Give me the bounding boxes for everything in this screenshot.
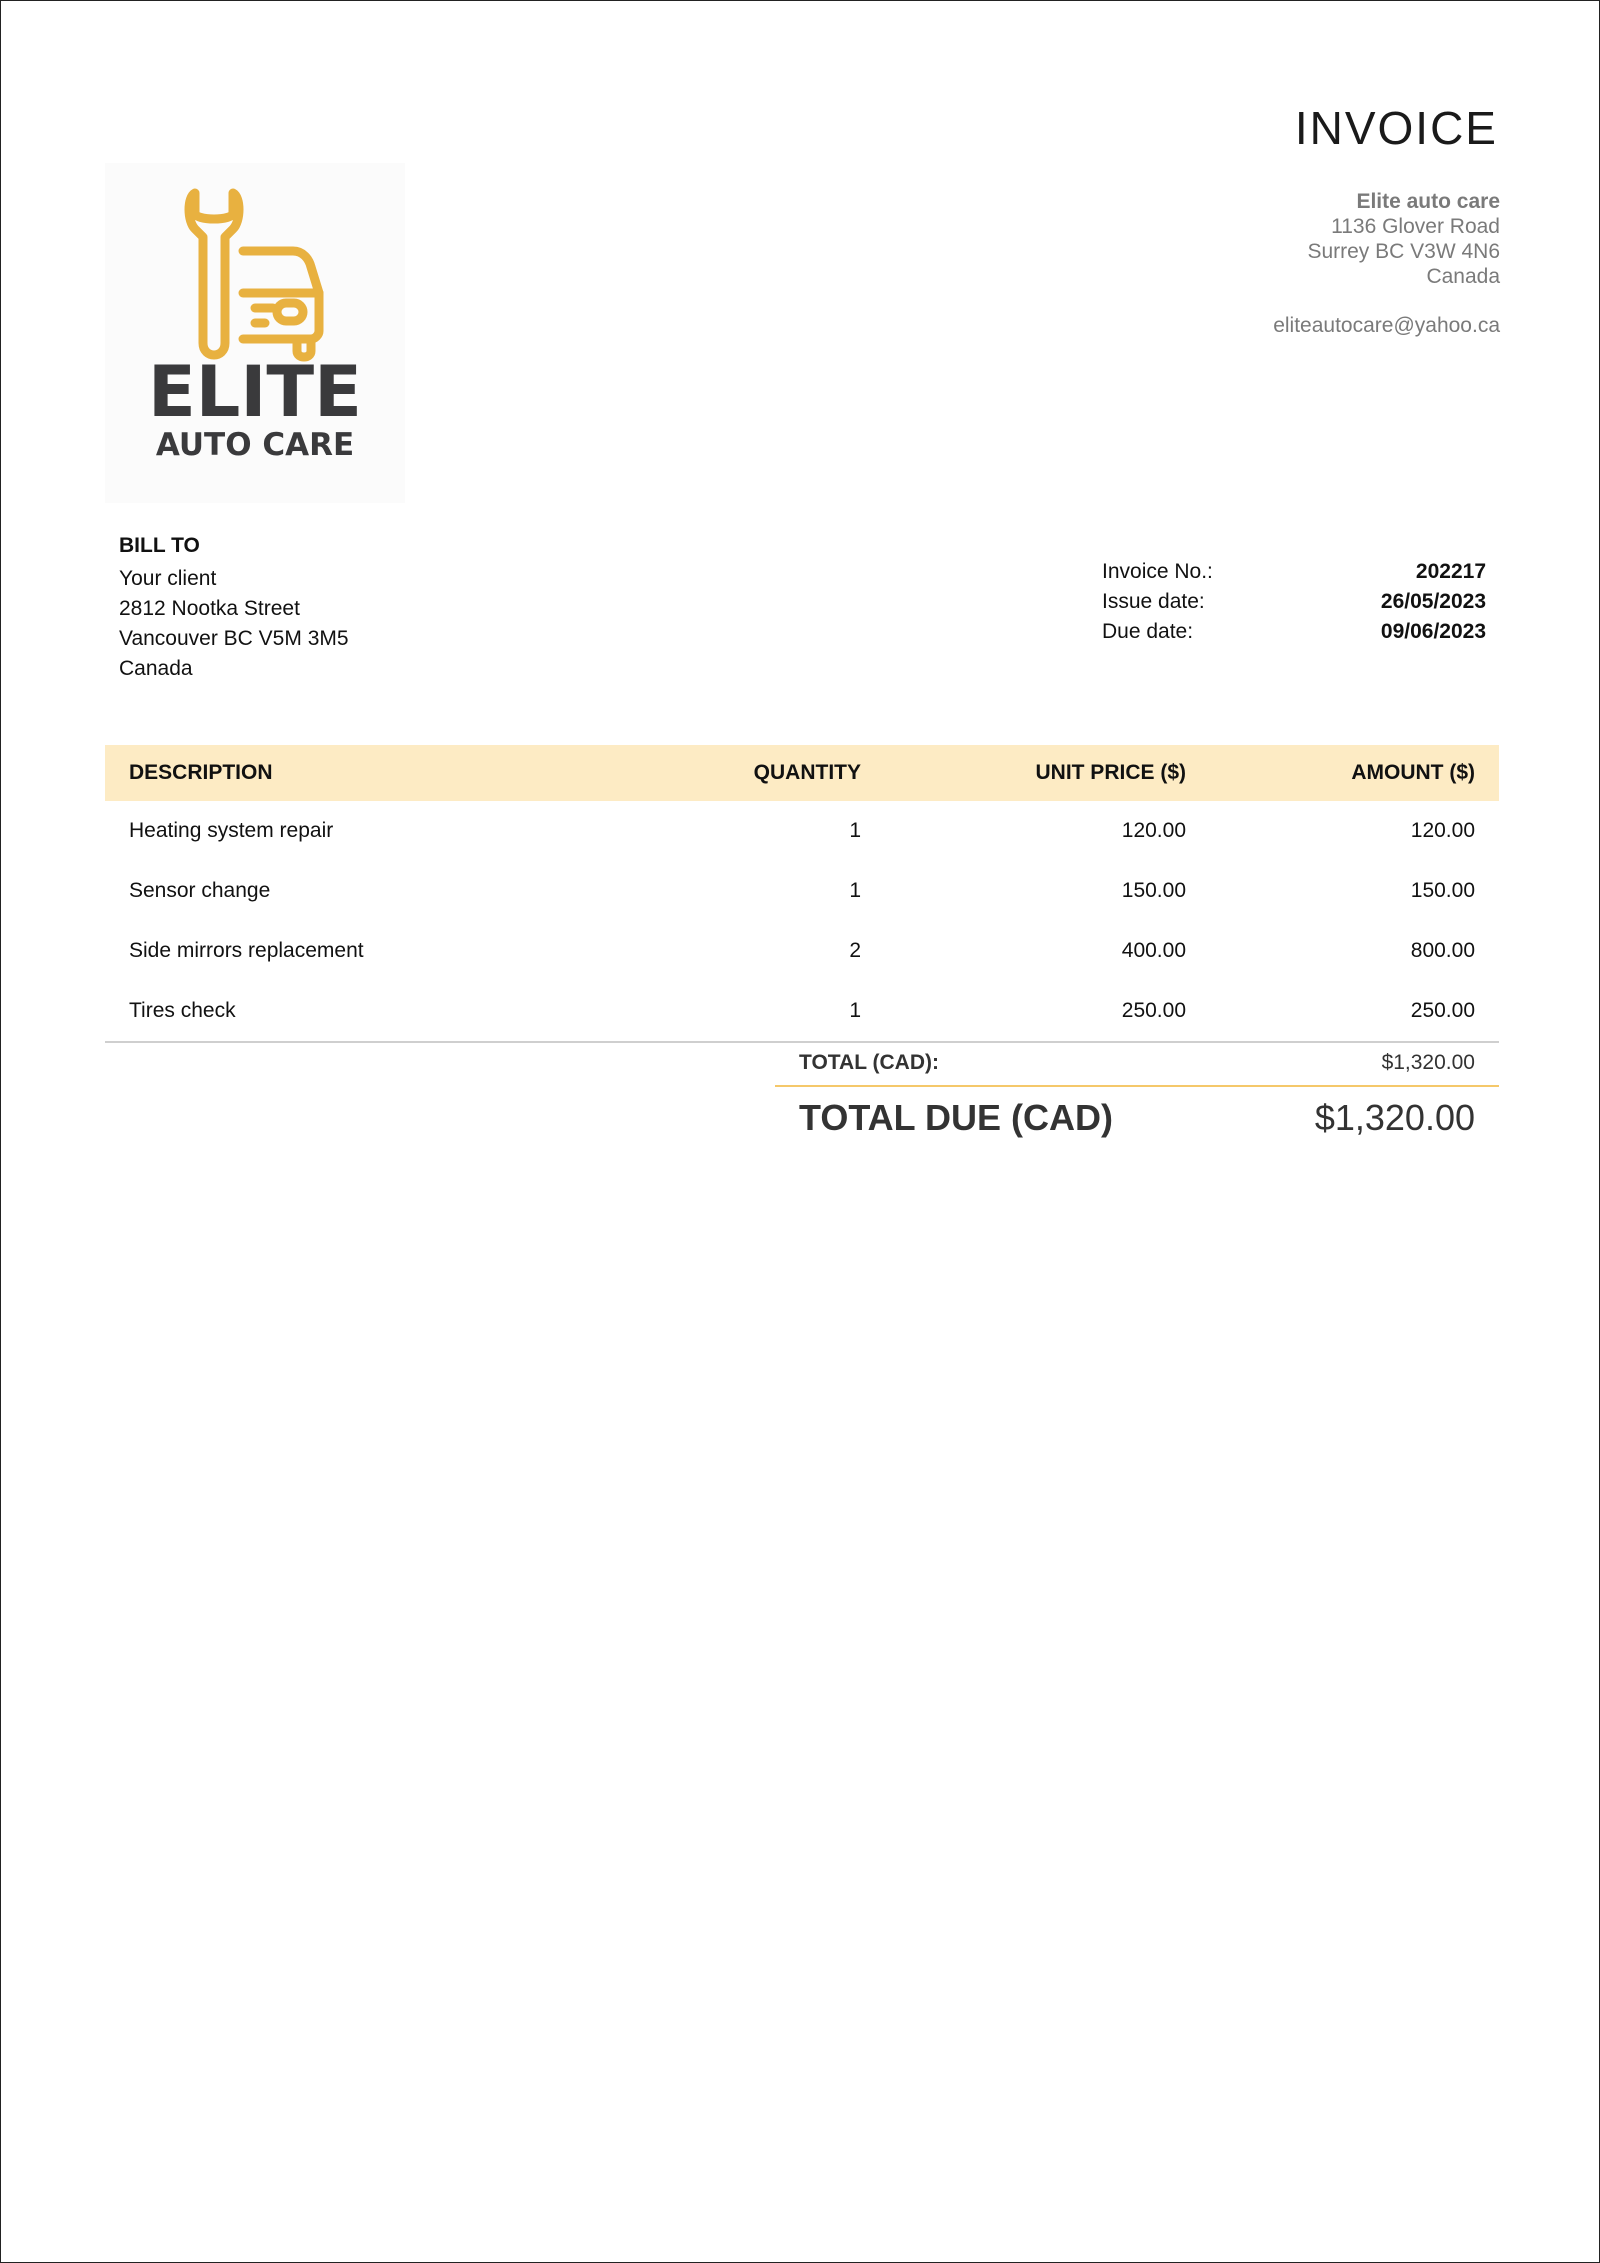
row-quantity: 1 bbox=[849, 879, 861, 902]
issue-date-label: Issue date: bbox=[1102, 590, 1205, 613]
total-value: $1,320.00 bbox=[1381, 1051, 1475, 1074]
invoice-number-label: Invoice No.: bbox=[1102, 560, 1213, 583]
header-unit-price: UNIT PRICE ($) bbox=[1035, 761, 1186, 784]
logo-text-sub: AUTO CARE bbox=[155, 427, 355, 463]
row-quantity: 2 bbox=[849, 939, 861, 962]
wrench-car-icon bbox=[105, 163, 405, 503]
total-row bbox=[775, 1041, 1499, 1087]
company-info bbox=[1273, 189, 1500, 338]
row-description: Sensor change bbox=[129, 879, 271, 902]
table-row bbox=[105, 921, 1499, 981]
row-amount: 800.00 bbox=[1410, 939, 1475, 962]
row-amount: 150.00 bbox=[1410, 879, 1475, 902]
invoice-number-value: 202217 bbox=[1415, 560, 1486, 583]
company-address-line2: Surrey BC V3W 4N6 bbox=[1307, 240, 1500, 263]
bill-to-block bbox=[119, 531, 349, 684]
header-description: DESCRIPTION bbox=[129, 761, 273, 784]
table-body bbox=[105, 801, 1499, 1043]
due-date-row bbox=[1102, 617, 1486, 647]
row-amount: 250.00 bbox=[1410, 999, 1475, 1022]
company-address-line1: 1136 Glover Road bbox=[1331, 215, 1500, 238]
total-label: TOTAL (CAD): bbox=[799, 1051, 939, 1074]
row-unit-price: 150.00 bbox=[1121, 879, 1186, 902]
invoice-title: INVOICE bbox=[1294, 102, 1498, 154]
row-description: Tires check bbox=[129, 999, 236, 1022]
client-name: Your client bbox=[119, 567, 217, 590]
issue-date-row bbox=[1102, 587, 1486, 617]
table-row bbox=[105, 801, 1499, 861]
table-row bbox=[105, 861, 1499, 921]
issue-date-value: 26/05/2023 bbox=[1380, 590, 1486, 613]
row-unit-price: 250.00 bbox=[1121, 999, 1186, 1022]
company-name: Elite auto care bbox=[1356, 190, 1500, 213]
due-date-value: 09/06/2023 bbox=[1380, 620, 1486, 643]
total-due-row bbox=[775, 1087, 1499, 1149]
total-due-label: TOTAL DUE (CAD) bbox=[799, 1097, 1113, 1138]
invoice-number-row bbox=[1102, 557, 1486, 587]
row-unit-price: 120.00 bbox=[1121, 819, 1186, 842]
table-header bbox=[105, 745, 1499, 801]
company-email[interactable]: eliteautocare@yahoo.ca bbox=[1273, 314, 1500, 337]
row-unit-price: 400.00 bbox=[1121, 939, 1186, 962]
totals-block bbox=[775, 1041, 1499, 1149]
line-items-table bbox=[105, 745, 1499, 1043]
client-country: Canada bbox=[119, 657, 193, 680]
header-quantity: QUANTITY bbox=[753, 761, 861, 784]
bill-to-label: BILL TO bbox=[119, 534, 200, 557]
company-country: Canada bbox=[1426, 265, 1500, 288]
row-amount: 120.00 bbox=[1410, 819, 1475, 842]
row-description: Heating system repair bbox=[129, 819, 334, 842]
row-quantity: 1 bbox=[849, 819, 861, 842]
client-address-line2: Vancouver BC V5M 3M5 bbox=[119, 627, 349, 650]
total-due-value: $1,320.00 bbox=[1314, 1097, 1475, 1138]
header-amount: AMOUNT ($) bbox=[1351, 761, 1475, 784]
invoice-meta bbox=[1102, 557, 1486, 647]
client-address-line1: 2812 Nootka Street bbox=[119, 597, 300, 620]
row-quantity: 1 bbox=[849, 999, 861, 1022]
logo-text-main: ELITE bbox=[147, 351, 363, 433]
table-row bbox=[105, 981, 1499, 1041]
company-logo bbox=[105, 163, 405, 503]
due-date-label: Due date: bbox=[1102, 620, 1194, 643]
row-description: Side mirrors replacement bbox=[129, 939, 364, 962]
